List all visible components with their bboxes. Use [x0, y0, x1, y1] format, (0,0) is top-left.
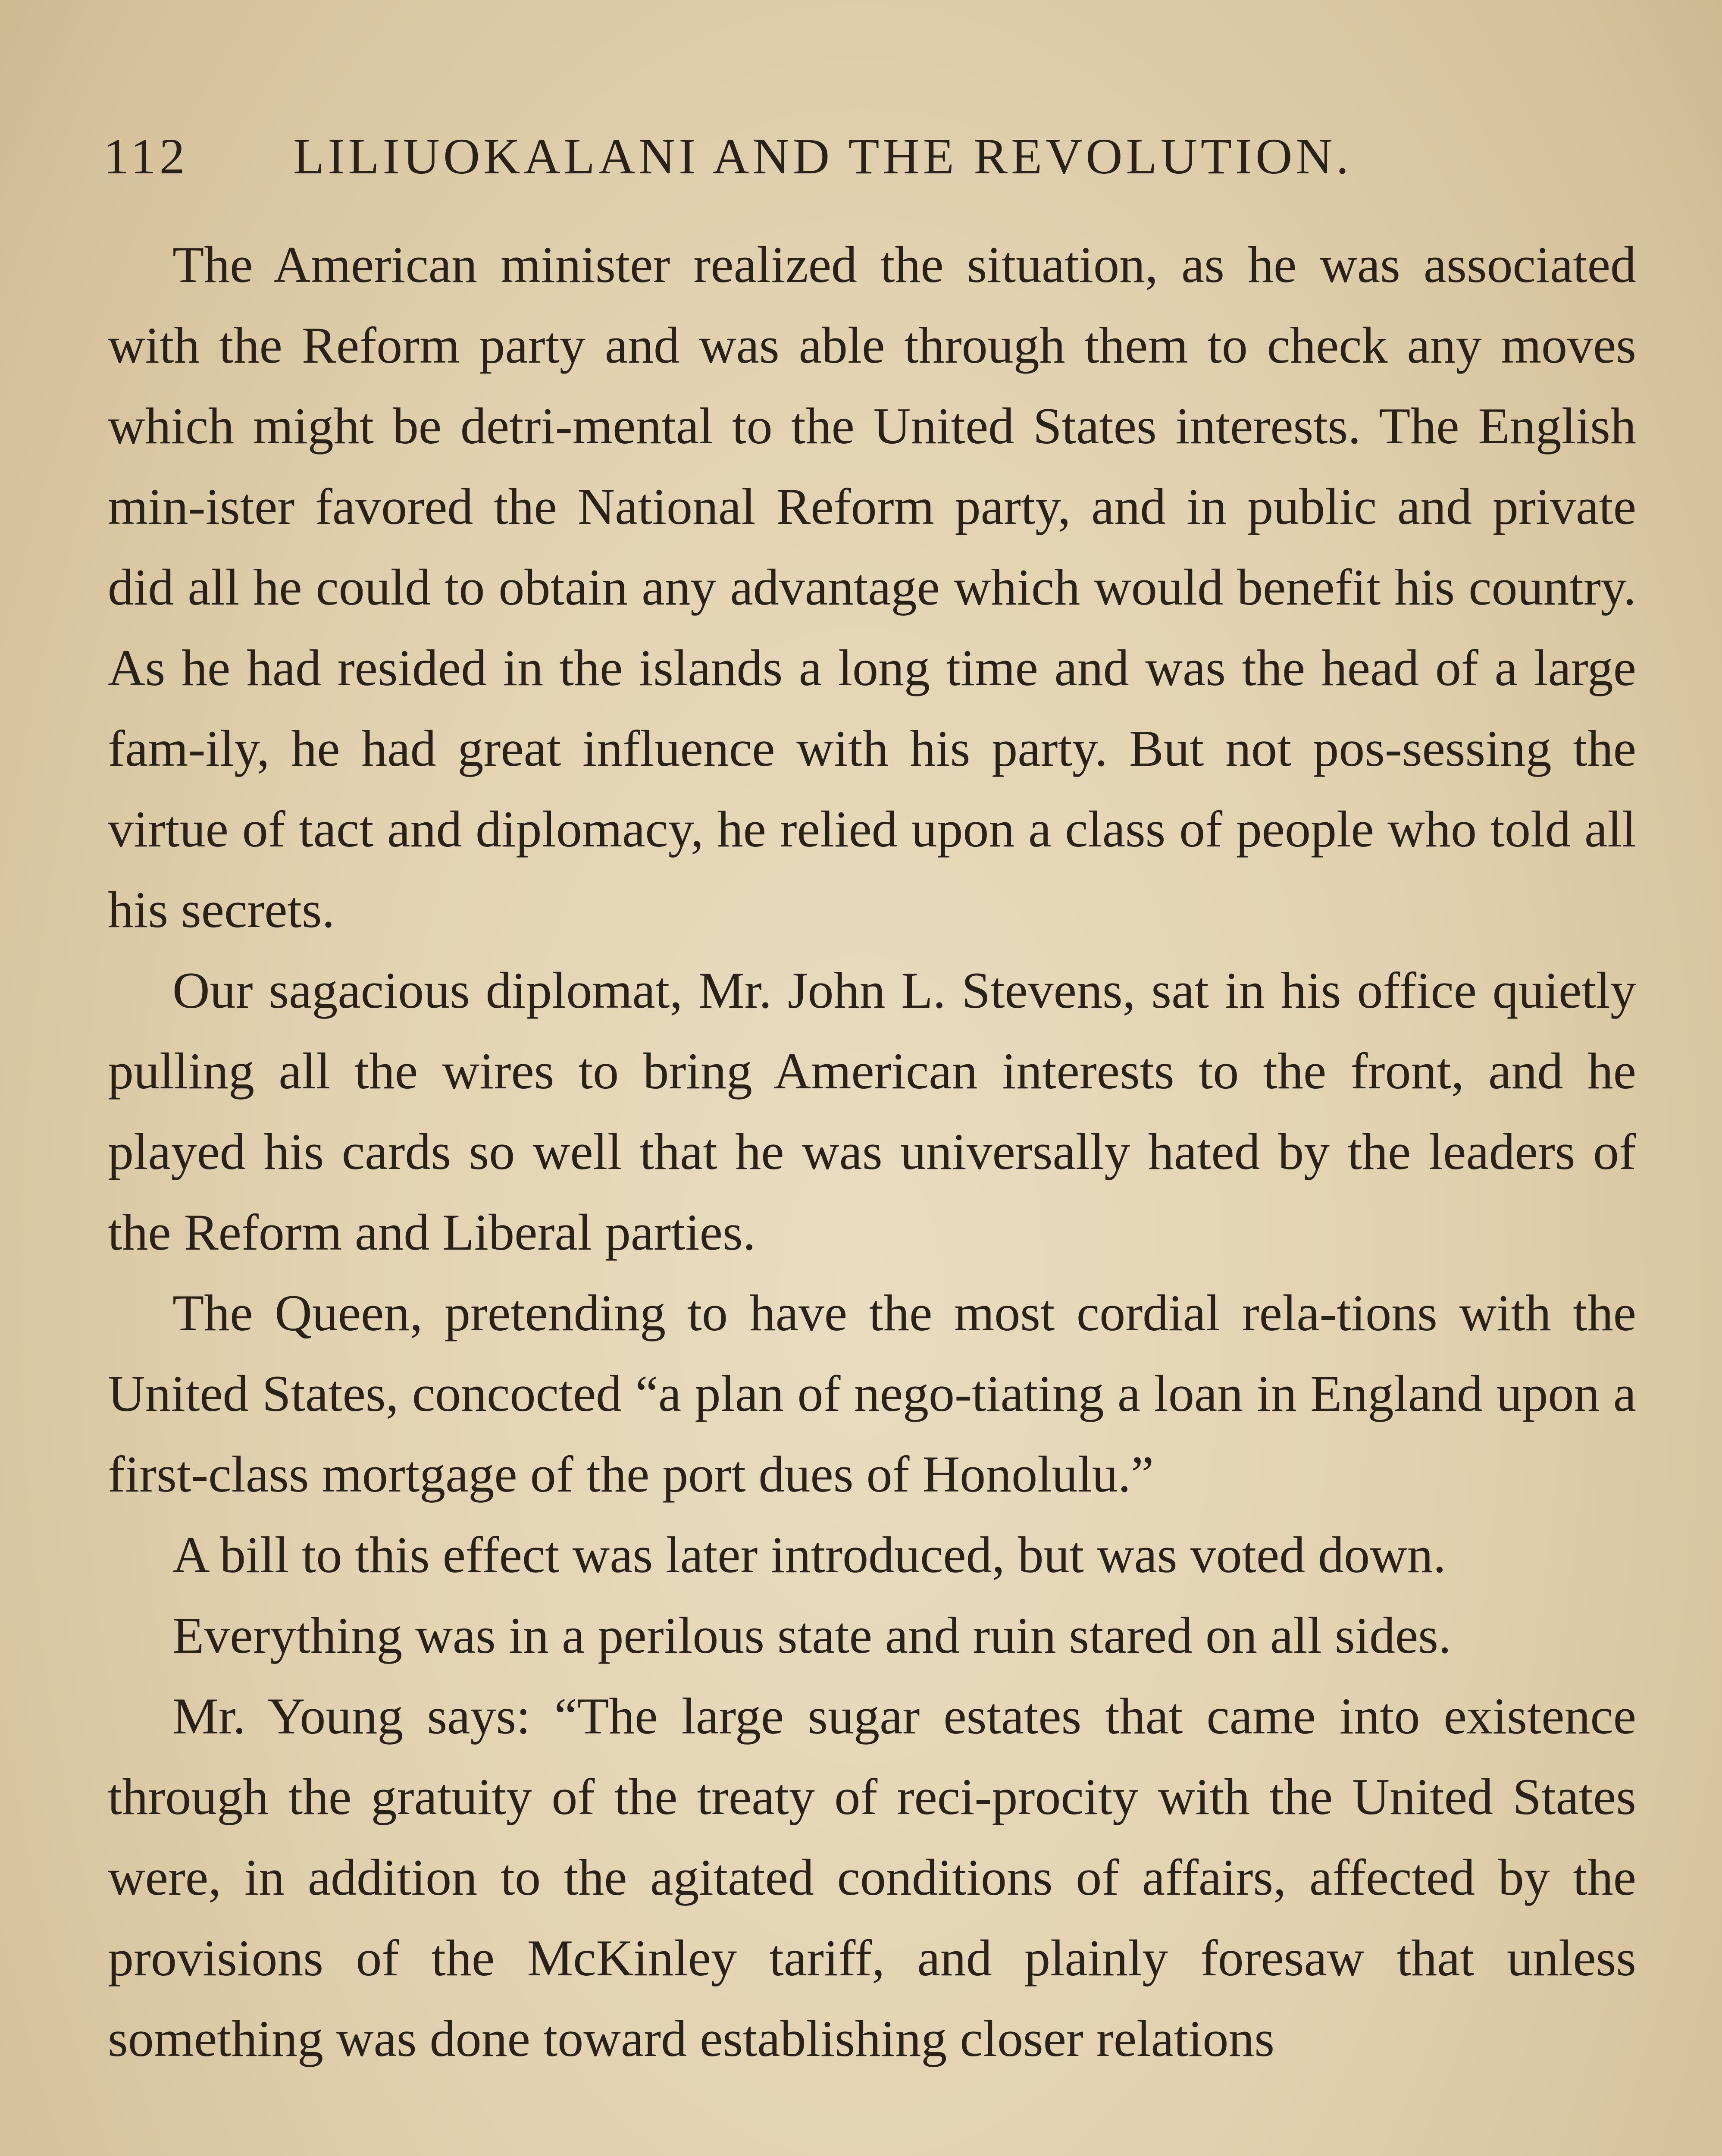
paragraph: The American minister realized the situation, as he was associated with the Reform party and was able through them to check any moves which might be detri-mental to the United States interests. The English min-ister favored the National Reform party, and in public and private did all he could to obtain any advantage which would benefit his country. As he had resided in the islands a long time and was the head of a large fam-ily, he had great influence with his party. But not pos-sessing the virtue of tact and diplomacy, he relied upon a class of people who told all his secrets.: [108, 236, 1636, 938]
running-header: [103, 127, 1656, 192]
paragraph: Our sagacious diplomat, Mr. John L. Stevens, sat in his office quietly pulling all the wires to bring American interests to the front, and he played his cards so well that he was universally hated by the leaders of the Reform and Liberal parties.: [108, 962, 1636, 1261]
paragraph: Everything was in a perilous state and ruin stared on all sides.: [172, 1607, 1451, 1664]
running-title: LILIUOKALANI AND THE REVOLUTION.: [293, 128, 1353, 185]
paragraph: The Queen, pretending to have the most cordial rela-tions with the United States, concocted “a plan of nego-tiating a loan in England upon a first-class mortgage of the port dues of Honolulu.”: [108, 1284, 1636, 1503]
page-number: 112: [103, 128, 188, 185]
paragraph: Mr. Young says: “The large sugar estates that came into existence through the gratuity of the treaty of reci-procity with the United States were, in addition to the agitated conditions of affairs, affected by the provisions of the McKinley tariff, and plainly foresaw that unless something was done toward establishing closer relations: [108, 1687, 1636, 2067]
paragraph: A bill to this effect was later introduced, but was voted down.: [172, 1526, 1446, 1583]
body-text: [108, 224, 1636, 2079]
